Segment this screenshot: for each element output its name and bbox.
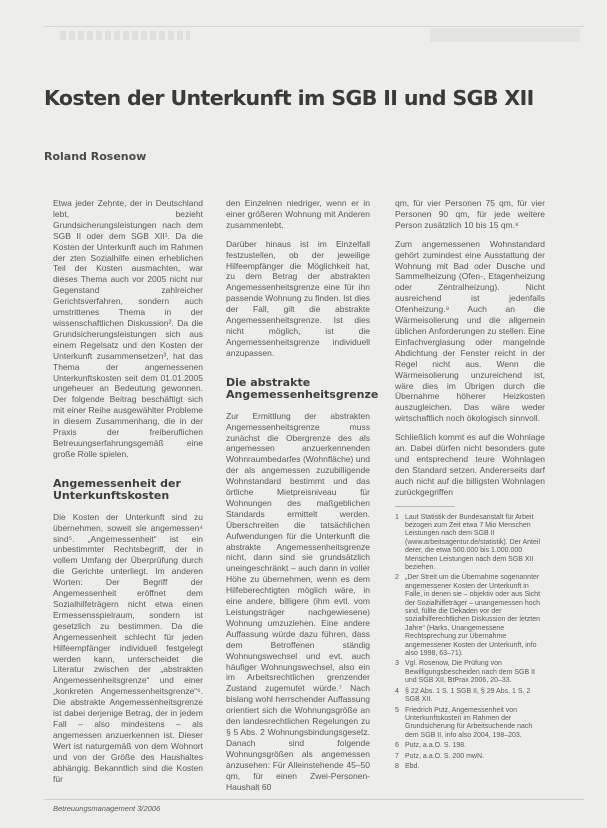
footnote-item: 1 Laut Statistik der Bundesanstalt für Arbeit bezogen zum Zeit etwa 7 Mio Menschen Leistungen nach dem SGB II (www.arbeitsagentur.de/statistik). Der Anteil derer, die etwa 500.000 bis 1.000.000 Menschen Leistungen nach dem SGB XII beziehen. [395, 513, 541, 571]
journal-footer: Betreuungsmanagement 3/2006 [53, 804, 161, 813]
body-paragraph: Zum angemessenen Wohnstandard gehört zumindest eine Ausstattung der Wohnung mit Bad oder Dusche und Sammelheizung (Ofen-, Etagenheizung oder Zentralheizung). Nicht ausreichend ist jedenfalls Ofenheizung.⁹ Auch an die Wärmeisolierung und die allgemein üblichen Anforderungen zu stellen. Eine Einfachverglasung oder mangelnde Abdichtung der Fenster reicht in der Regel nicht aus. Wenn die Wärmeisolierung unzureichend ist, wäre dies im Übrigen durch die Übernahme höherer Heizkosten auszugleichen. Das wäre weder wirtschaftlich noch ökologisch sinnvoll. [395, 238, 545, 424]
section-heading-angemessenheit: Angemessenheit der Unterkunftskosten [53, 476, 181, 503]
body-paragraph: Darüber hinaus ist im Einzelfall festzustellen, ob der jeweilige Hilfeempfänger die Möglichkeit hat, zu dem Betrag der abstrakten Angemessenheitsgrenze eine für ihn passende Wohnung zu finden. Ist dies der Fall, gilt die abstrakte Angemessenheitsgrenze. Ist dies nicht möglich, ist die Angemessenheitsgrenze individuell anzupassen. [226, 238, 370, 358]
section-heading-abstrakte-grenze: Die abstrakte Angemessenheitsgrenze [226, 375, 379, 402]
body-paragraph: Die Kosten der Unterkunft sind zu übernehmen, soweit sie angemessen⁴ sind⁵. „Angemessenheit“ ist ein unbestimmter Rechtsbegriff, der in vollem Umfang der Überprüfung durch die Gerichte unterliegt. Im anderen Worten: Der Begriff der Angemessenheit eröffnet dem Sozialhilfeträgern nicht etwa einen Ermessensspielraum, sondern ist gesetzlich zu bestimmen. Da die Angemessenheit schlecht für jeden Hilfeempfänger individuell festgelegt werden kann, unterscheidet die Literatur zwischen der „abstrakten Angemessenheitsgrenze“ und einer „konkreten Angemessenheitsgrenze“⁶. Die abstrakte Angemessenheitsgrenze ist dabei derjenige Betrag, der in jedem Fall – also mindestens – als angemessen anzuerkennen ist. Dieser Wert ist naturgemäß von dem Wohnort und von der Größe des Haushaltes abhängig. Bekanntlich sind die Kosten für [53, 511, 203, 784]
footnote-item: 2 „Der Streit um die Übernahme sogenannter angemessener Kosten der Unterkunft in Falle, in denen sie – objektiv oder aus Sicht der Sozialhilfeträger – unangemessen hoch sind, füllte die Dekaden vor der sozialhilferechtlichen Diskussion der letzten Jahre“ (Harks, Unangemessene Rechtsprechung zur Übernahme angemessener Kosten der Unterkunft, info also 1998, 63–71). [395, 574, 541, 658]
footnote-item: 3 Vgl. Rosenow, Die Prüfung von Bewilligungsbescheiden nach dem SGB II und SGB XII, BtPrax 2006, 20–33. [395, 660, 535, 685]
footnote-item: 4 § 22 Abs. 1 S. 1 SGB II, § 29 Abs. 1 S. 2 SGB XII. [395, 687, 531, 704]
intro-paragraph: Etwa jeder Zehnte, der in Deutschland lebt, bezieht Grundsicherungsleistungen nach dem SGB II oder dem SGB XII¹. Da die Kosten der Unterkunft auch im Rahmen der zten Sozialhilfe einen erheblichen Teil der Kosten ausmachten, war dieses Thema auch vor 2005 nicht nur Gegenstand zahlreicher Gerichtsverfahren, sondern auch umstrittenes Thema in der wissenschaftlichen Diskussion². Da die Grundsicherungsleistungen sich aus einem Regelsatz und den Kosten der Unterkunft zusammensetzen³, hat das Thema der angemessenen Unterkunftskosten seit dem 01.01.2005 ungeheuer an Bedeutung gewonnen. Der folgende Beitrag beschäftigt sich mit einer Reihe ausgewählter Probleme in diesem Zusammenhang, die in der Praxis der freiberuflichen Betreuungserfahrungsgemäß eine große Rolle spielen. [53, 198, 203, 459]
article-title: Kosten der Unterkunft im SGB II und SGB XII [44, 86, 534, 110]
article-author: Roland Rosenow [44, 150, 147, 163]
footer-rule [44, 799, 584, 800]
body-paragraph: Zur Ermittlung der abstrakten Angemessenheitsgrenze muss zunächst die Obergrenze des als angemessen anzuerkennenden Wohnraumbedarfes (Wohnfläche) und der als angemessen zuzubilligende Wohnstandard bestimmt und das örtliche Mietpreisniveau für Wohnungen des maßgeblichen Standards ermittelt werden. Überschreiten die tatsächlichen Aufwendungen für die Unterkunft die abstrakte Angemessenheitsgrenze nicht, dann sind sie grundsätzlich uneingeschränkt – auch dann in voller Höhe zu übernehmen, wenn es dem Hilfeberechtigten möglich wäre, in eine andere, billigere (ihm evtl. vom Leistungsträger nachgewiesene) Wohnung umzuziehen. Eine andere Auffassung würde dazu führen, dass dem Betroffenen ständig Wohnungswechsel und evt. auch häufiger Wohnungswechsel, also ein im Arbeitsrechtlichen grenzender Zustand zugemutet würde.⁷ Nach bislang wohl herrschender Auffassung orientiert sich die Wohnungsgröße an den landesrechtlichen Regelungen zu § 5 Abs. 2 Wohnungsbindungsgesetz. Danach sind folgende Wohnungsgrößen als angemessen anzusehen: Für Alleinstehende 45–50 qm, für einen Zwei-Personen-Haushalt 60 [226, 410, 370, 792]
footnote-item: 6 Putz, a.a.O. S. 198. [395, 742, 467, 750]
footnote-item: 8 Ebd. [395, 762, 420, 770]
running-header-tab [430, 28, 580, 42]
running-header-faint-text [60, 31, 190, 40]
text-column-1 [53, 198, 203, 792]
footnote-item: 7 Putz, a.a.O. S. 200 mwN. [395, 752, 484, 760]
body-paragraph: qm, für vier Personen 75 qm, für vier Personen 90 qm, für jede weitere Person zusätzlich 10 bis 15 qm.⁸ [395, 198, 545, 230]
footnote-list [395, 514, 545, 772]
text-column-3 [395, 198, 545, 773]
text-column-2 [226, 198, 379, 800]
body-paragraph: Schließlich kommt es auf die Wohnlage an. Dabei dürfen nicht besonders gute und entsprechend teure Wohnlagen den Standard setzen. Andererseits darf auch nicht auf die billigsten Wohnlagen zurückgegriffen [395, 432, 545, 497]
footnote-item: 5 Friedrich Putz, Angemessenheit von Unterkunftskosten im Rahmen der Grundsicherung für Arbeitsuchende nach dem SGB II, info also 2004, 198–203. [395, 706, 533, 739]
body-paragraph: den Einzelnen niedriger, wenn er in einer größeren Wohnung mit Anderen zusammenlebt. [226, 198, 370, 230]
footnote-divider [395, 506, 455, 507]
